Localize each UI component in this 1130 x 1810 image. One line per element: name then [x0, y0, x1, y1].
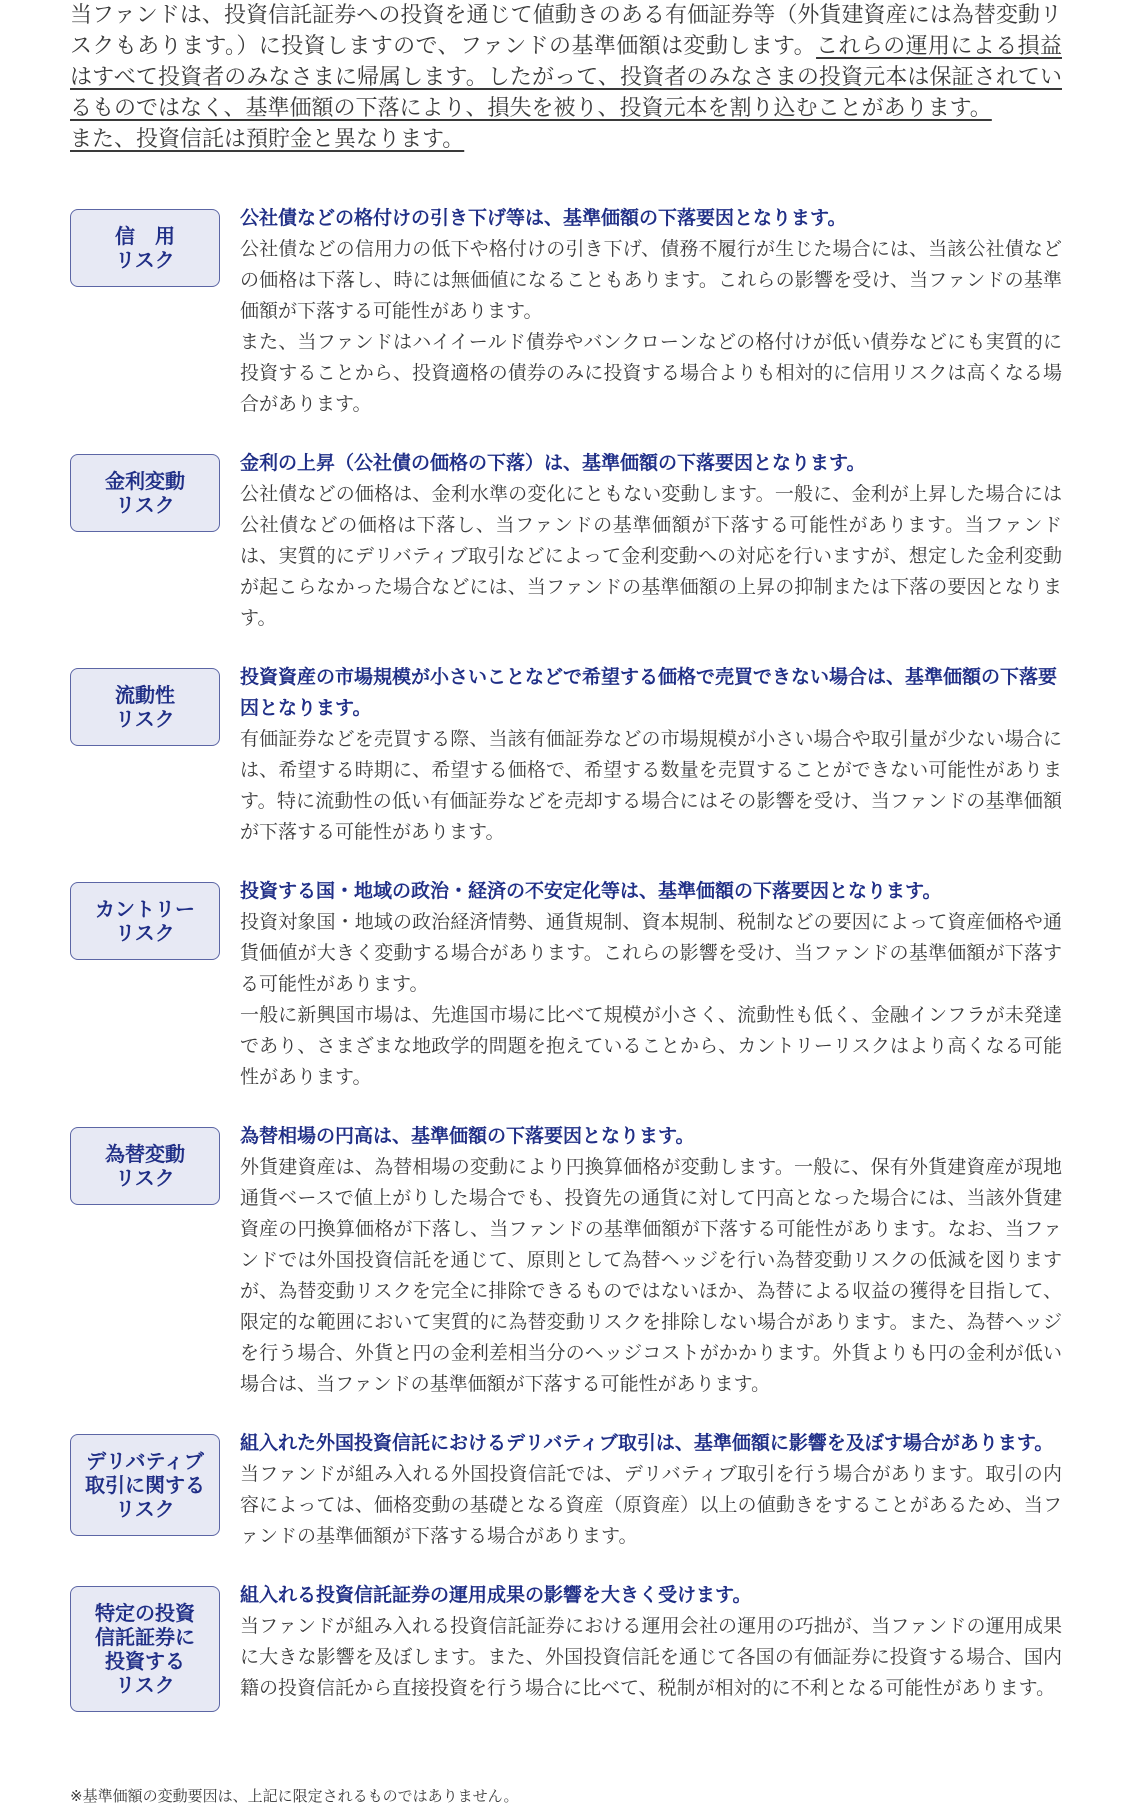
risk-item-specific-fund — [70, 1580, 1062, 1712]
risk-label-line: 信 用 — [115, 224, 175, 248]
intro-emphasized-text-2: また、投資信託は預貯金と異なります。 — [70, 127, 465, 152]
risk-label-badge — [70, 668, 220, 746]
risk-description: 有価証券などを売買する際、当該有価証券などの市場規模が小さい場合や取引量が少ない場合には、希望する時期に、希望する価格で、希望する数量を売買することができない可能性があります。特に流動性の低い有価証券などを売却する場合にはその影響を受け、当ファンドの基準価額が下落する可能性があります。 — [240, 728, 1062, 843]
risk-item-interest-rate — [70, 448, 1062, 634]
risk-label-line: 流動性 — [115, 683, 175, 707]
risk-description: 当ファンドが組み入れる外国投資信託では、デリバティブ取引を行う場合があります。取引の内容によっては、価格変動の基礎となる資産（原資産）以上の値動きをすることがあるため、当ファンドの基準価額が下落する場合があります。 — [240, 1463, 1062, 1547]
risk-label-line: 投資する — [105, 1649, 185, 1673]
risk-label-badge — [70, 1586, 220, 1712]
risk-content — [240, 203, 1062, 420]
risk-content — [240, 448, 1062, 634]
risk-content — [240, 876, 1062, 1093]
risk-description: 公社債などの価格は、金利水準の変化にともない変動します。一般に、金利が上昇した場合には公社債などの価格は下落し、当ファンドの基準価額が下落する可能性があります。当ファンドは、実質的にデリバティブ取引などによって金利変動への対応を行いますが、想定した金利変動が起こらなかった場合などには、当ファンドの基準価額の上昇の抑制または下落の要因となります。 — [240, 483, 1062, 629]
risk-label-badge — [70, 454, 220, 532]
risk-heading: 組入れた外国投資信託におけるデリバティブ取引は、基準価額に影響を及ぼす場合があります。 — [240, 1432, 1054, 1454]
risk-label-line: カントリー — [95, 897, 195, 921]
risk-content — [240, 1121, 1062, 1400]
risk-description: 一般に新興国市場は、先進国市場に比べて規模が小さく、流動性も低く、金融インフラが未発達であり、さまざまな地政学的問題を抱えていることから、カントリーリスクはより高くなる可能性があります。 — [240, 1004, 1062, 1088]
risk-heading: 投資資産の市場規模が小さいことなどで希望する価格で売買できない場合は、基準価額の下落要因となります。 — [240, 666, 1058, 719]
risk-list — [70, 203, 1062, 1712]
risk-label-line: 信託証券に — [95, 1625, 195, 1649]
risk-label-line: リスク — [115, 1166, 175, 1190]
risk-label-line: 為替変動 — [105, 1142, 185, 1166]
risk-label-line: リスク — [115, 707, 175, 731]
risk-label-line: リスク — [115, 1497, 175, 1521]
risk-heading: 公社債などの格付けの引き下げ等は、基準価額の下落要因となります。 — [240, 207, 847, 229]
risk-label-badge — [70, 1127, 220, 1205]
risk-heading: 組入れる投資信託証券の運用成果の影響を大きく受けます。 — [240, 1584, 752, 1606]
risk-description: また、当ファンドはハイイールド債券やバンクローンなどの格付けが低い債券などにも実質的に投資することから、投資適格の債券のみに投資する場合よりも相対的に信用リスクは高くなる場合があります。 — [240, 331, 1062, 415]
risk-description: 公社債などの信用力の低下や格付けの引き下げ、債務不履行が生じた場合には、当該公社債などの価格は下落し、時には無価値になることもあります。これらの影響を受け、当ファンドの基準価額が下落する可能性があります。 — [240, 238, 1062, 322]
risk-label-line: リスク — [115, 248, 175, 272]
risk-label-badge — [70, 209, 220, 287]
risk-label-line: リスク — [115, 493, 175, 517]
risk-description: 投資対象国・地域の政治経済情勢、通貨規制、資本規制、税制などの要因によって資産価格や通貨価値が大きく変動する場合があります。これらの影響を受け、当ファンドの基準価額が下落する可能性があります。 — [240, 911, 1062, 995]
risk-description: 外貨建資産は、為替相場の変動により円換算価格が変動します。一般に、保有外貨建資産が現地通貨ベースで値上がりした場合でも、投資先の通貨に対して円高となった場合には、当該外貨建資産の円換算価格が下落し、当ファンドの基準価額が下落する可能性があります。なお、当ファンドでは外国投資信託を通じて、原則として為替ヘッジを行い為替変動リスクの低減を図りますが、為替変動リスクを完全に排除できるものではないほか、為替による収益の獲得を目指して、限定的な範囲において実質的に為替変動リスクを排除しない場合があります。また、為替ヘッジを行う場合、外貨と円の金利差相当分のヘッジコストがかかります。外貨よりも円の金利が低い場合は、当ファンドの基準価額が下落する可能性があります。 — [240, 1156, 1062, 1395]
intro-emphasized-text: これらの運用による損益はすべて投資者のみなさまに帰属します。したがって、投資者のみなさまの投資元本は保証されているものではなく、基準価額の下落により、損失を被り、投資元本を割り込むことがあります。 — [70, 34, 1062, 121]
intro-paragraph — [70, 0, 1062, 155]
risk-item-liquidity — [70, 662, 1062, 848]
risk-label-line: リスク — [115, 1673, 175, 1697]
risk-description: 当ファンドが組み入れる投資信託証券における運用会社の運用の巧拙が、当ファンドの運用成果に大きな影響を及ぼします。また、外国投資信託を通じて各国の有価証券に投資する場合、国内籍の投資信託から直接投資を行う場合に比べて、税制が相対的に不利となる可能性があります。 — [240, 1615, 1062, 1699]
risk-content — [240, 1428, 1062, 1552]
risk-label-line: デリバティブ — [86, 1449, 204, 1473]
risk-content — [240, 1580, 1062, 1704]
risk-item-credit — [70, 203, 1062, 420]
risk-label-line: 特定の投資 — [95, 1601, 195, 1625]
risk-content — [240, 662, 1062, 848]
footnote: ※基準価額の変動要因は、上記に限定されるものではありません。 — [70, 1787, 519, 1805]
risk-heading: 為替相場の円高は、基準価額の下落要因となります。 — [240, 1125, 695, 1147]
risk-item-country — [70, 876, 1062, 1093]
intro-plain-text: 当ファンドは、投資信託証券への投資を通じて値動きのある有価証券等（外貨建資産には為替変動リスクもあります。）に投資しますので、ファンドの基準価額は変動します。 — [70, 3, 1062, 59]
risk-item-currency — [70, 1121, 1062, 1400]
risk-label-badge — [70, 882, 220, 960]
risk-label-line: 金利変動 — [105, 469, 185, 493]
risk-label-line: リスク — [115, 921, 175, 945]
risk-label-line: 取引に関する — [85, 1473, 205, 1497]
risk-label-badge — [70, 1434, 220, 1536]
risk-heading: 金利の上昇（公社債の価格の下落）は、基準価額の下落要因となります。 — [240, 452, 866, 474]
risk-heading: 投資する国・地域の政治・経済の不安定化等は、基準価額の下落要因となります。 — [240, 880, 942, 902]
risk-item-derivative — [70, 1428, 1062, 1552]
